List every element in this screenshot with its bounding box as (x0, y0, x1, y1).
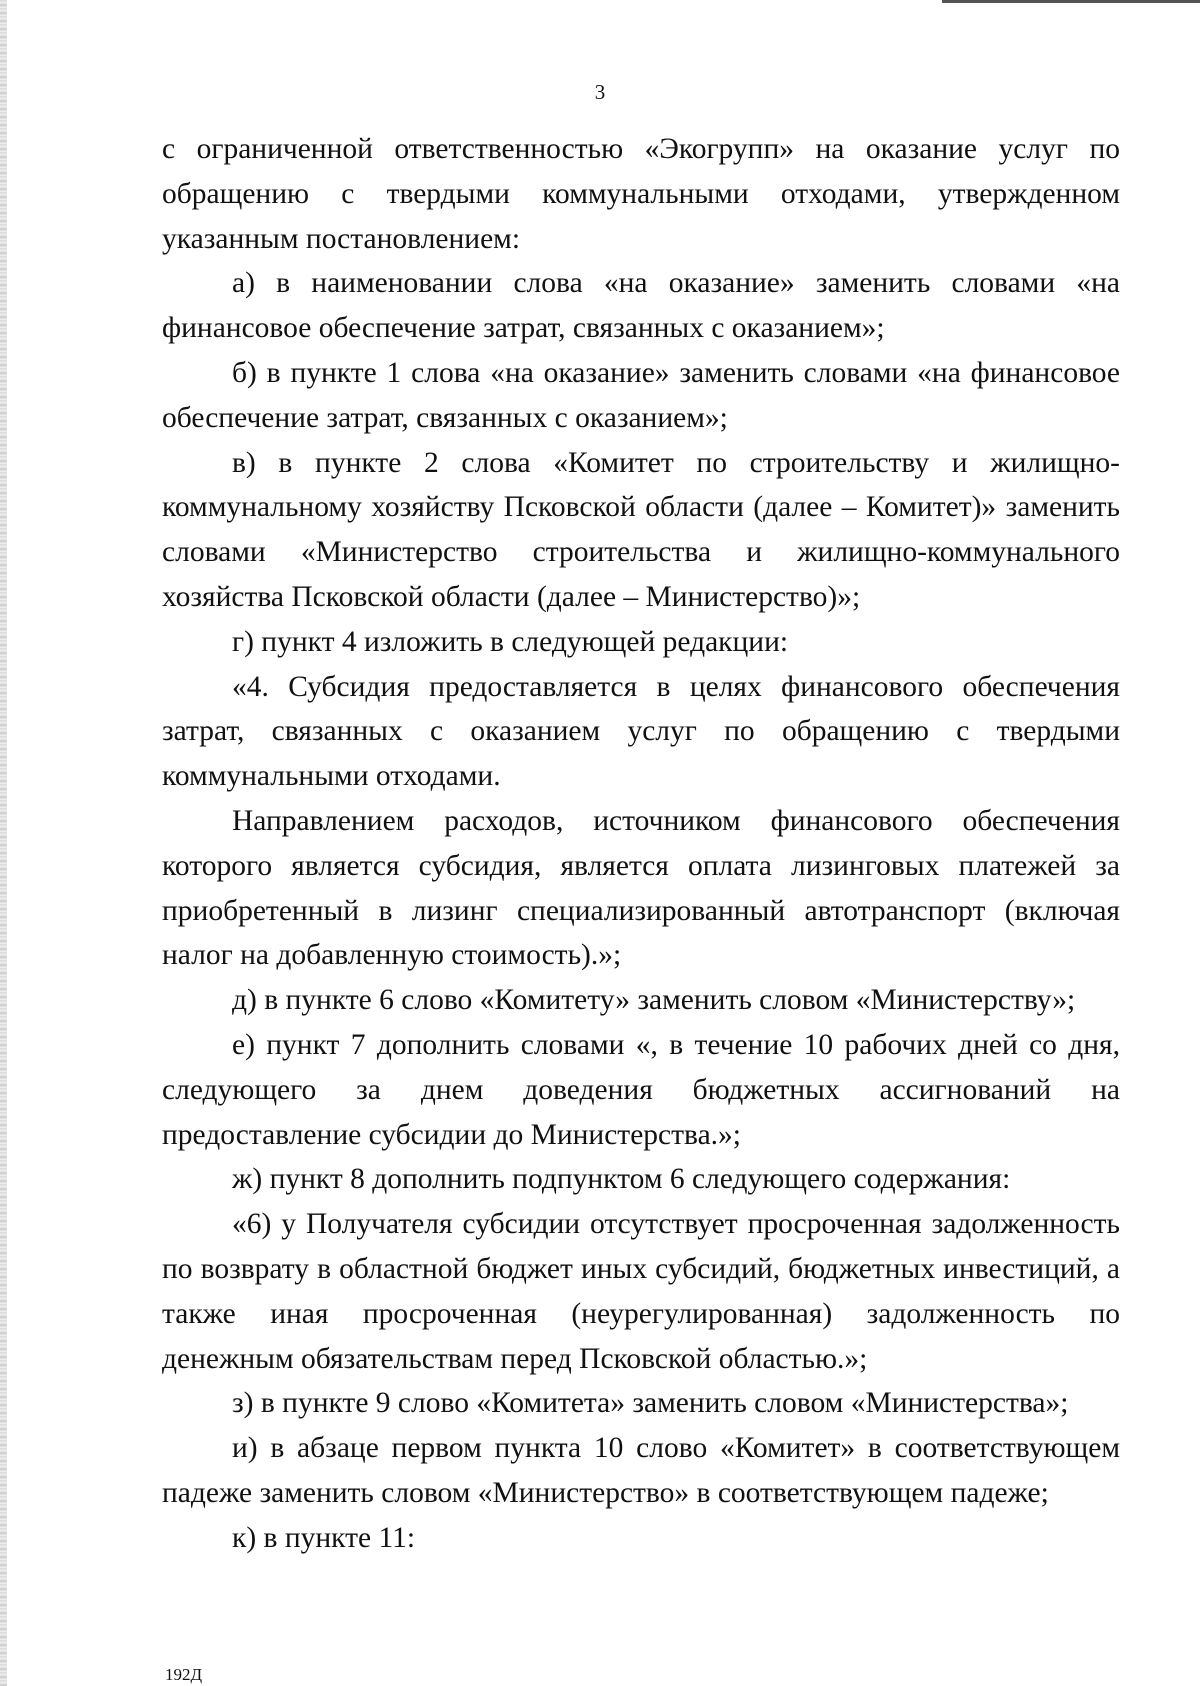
paragraph-continuation: с ограниченной ответственностью «Экогрупп» на оказание услуг по обращению с твердыми коммунальными отходами, утвержденном указанным постановлением: (162, 133, 1120, 255)
paragraph-point-4: «4. Субсидия предоставляется в целях финансового обеспечения затрат, связанных с оказанием услуг по обращению с твердыми коммунальными отходами. (162, 670, 1120, 793)
paragraph-item-i: и) в абзаце первом пункта 10 слово «Комитет» в соответствующем падеже заменить словом «Министерство» в соответствующем падеже; (162, 1432, 1120, 1509)
top-rule (942, 0, 1200, 3)
paragraph-item-d: д) в пункте 6 слово «Комитету» заменить словом «Министерству»; (232, 984, 1076, 1017)
paragraph-item-b: б) в пункте 1 слова «на оказание» заменить словами «на финансовое обеспечение затрат, связанных с оказанием»; (162, 356, 1120, 434)
paragraph-item-v: в) в пункте 2 слова «Комитет по строительству и жилищно-коммунальному хозяйству Псковской области (далее – Комитет)» заменить словами «Министерство строительства и жилищно-коммунального хозяйства Псковской области (далее – Министерство)»; (162, 446, 1120, 613)
paragraph-expense-direction: Направлением расходов, источником финансового обеспечения которого является субсидия, является оплата лизинговых платежей за приобретенный в лизинг специализированный автотранспорт (включая налог на добавленную стоимость).»; (162, 804, 1120, 972)
scan-edge (0, 0, 7, 1686)
footer-code: 192Д (165, 1665, 203, 1684)
paragraph-item-e: е) пункт 7 дополнить словами «, в течение 10 рабочих дней со дня, следующего за днем доведения бюджетных ассигнований на предоставление субсидии до Министерства.»; (162, 1028, 1120, 1151)
paragraph-item-a: а) в наименовании слова «на оказание» заменить словами «на финансовое обеспечение затрат, связанных с оказанием»; (162, 267, 1120, 345)
paragraph-item-z: з) в пункте 9 слово «Комитета» заменить словом «Министерства»; (232, 1387, 1069, 1420)
paragraph-item-k: к) в пункте 11: (232, 1521, 416, 1554)
paragraph-subpoint-6: «6) у Получателя субсидии отсутствует просроченная задолженность по возврату в областной бюджет иных субсидий, бюджетных инвестиций, а также иная просроченная (неурегулированная) задолженность по денежным обязательствам перед Псковской областью.»; (162, 1208, 1120, 1375)
page-number: 3 (594, 80, 606, 104)
paragraph-item-g: г) пункт 4 изложить в следующей редакции: (232, 625, 789, 658)
document-body (162, 127, 1120, 1561)
paragraph-item-zh: ж) пункт 8 дополнить подпунктом 6 следующего содержания: (232, 1163, 1011, 1196)
